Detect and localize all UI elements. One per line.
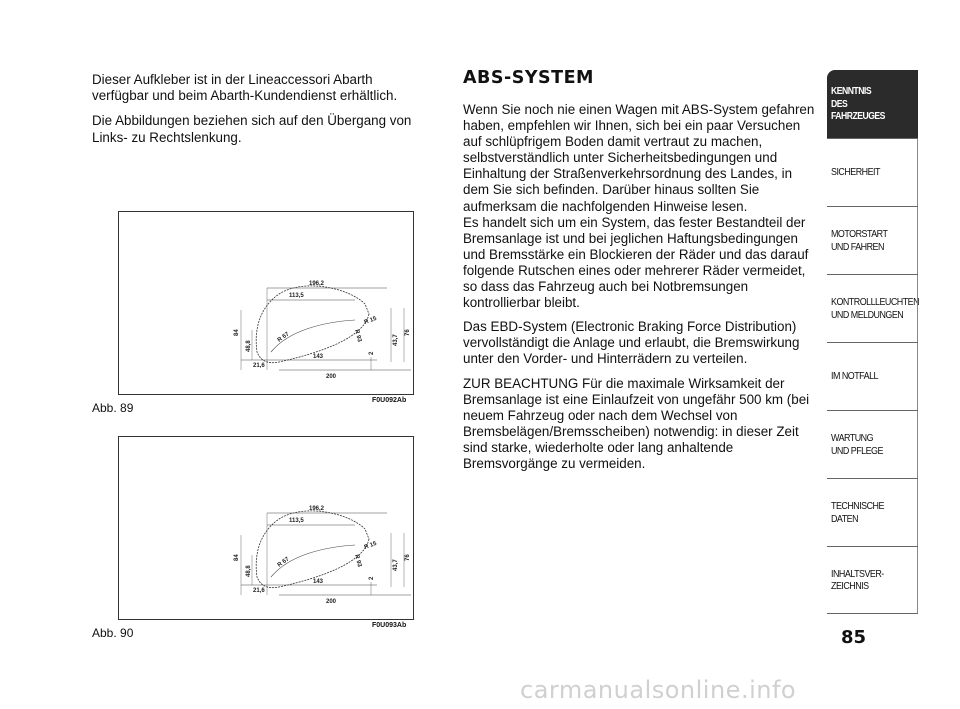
section-title: ABS-SYSTEM <box>463 68 594 88</box>
body-paragraph: Das EBD-System (Electronic Braking Force Distribution) vervollständigt die Anlage und erlaubt, die Bremswirkung unter den Vorder- und Hinterrädern zu verteilen. <box>463 319 800 367</box>
dim-label: 113,5 <box>289 293 304 299</box>
figure-code: F0U093Ab <box>372 622 407 629</box>
tab-inhaltsverzeichnis[interactable] <box>827 546 918 614</box>
body-text: Wenn Sie noch nie einen Wagen mit ABS-System gefahren haben, empfehlen wir Ihnen, sich bei ein paar Versuchen auf schlüpfrigem Boden damit vertraut zu machen, selbstverständlich unter Sicherheitsbedingungen und Einhaltung der Straßenverkehrsordnung des Landes, in dem Sie sich befinden. Darüber hinaus sollten Sie aufmerksam die nachfolgenden Hinweise lesen. <box>463 102 815 214</box>
watermark: carmanualsonline.info <box>520 676 797 704</box>
tab-label: INHALTSVER- ZEICHNIS <box>831 567 884 592</box>
dim-label: 48,8 <box>246 565 252 577</box>
tab-label: SICHERHEIT <box>831 166 880 179</box>
intro-paragraph: Die Abbildungen beziehen sich auf den Übergang von Links- zu Rechtslenkung. <box>92 113 412 145</box>
tab-kontrollleuchten[interactable] <box>827 274 918 342</box>
sticker-dimension-drawing <box>119 212 413 394</box>
intro-paragraph: Dieser Aufkleber ist in der Lineaccessori Abarth verfügbar und beim Abarth-Kundendienst erhältlich. <box>92 72 398 104</box>
page-number: 85 <box>841 627 867 648</box>
dim-label: R 93 <box>353 553 363 568</box>
dim-label: 143 <box>313 354 324 360</box>
body-paragraph: ZUR BEACHTUNG Für die maximale Wirksamkeit der Bremsanlage ist eine Einlaufzeit von ungefähr 500 km (bei neuem Fahrzeug oder nach dem Wechsel von Bremsbelägen/Bremsscheiben) notwendig: in dieser Zeit sind starke, wiederholte oder lang anhaltende Bremsvorgänge zu vermeiden. <box>463 375 810 471</box>
sticker-dimension-drawing <box>119 437 413 619</box>
dim-label: 2 <box>369 351 375 355</box>
tab-label: IM NOTFALL <box>831 370 878 383</box>
body-paragraph <box>463 102 815 311</box>
dim-label: 196,2 <box>309 281 325 287</box>
figure-label: Abb. 90 <box>92 626 134 640</box>
dim-label: 196,2 <box>309 506 325 512</box>
dim-label: 21,6 <box>253 588 265 594</box>
chapter-sidebar <box>827 70 918 614</box>
body-text: Es handelt sich um ein System, das fester Bestandteil der Bremsanlage ist und bei jeglichen Haftungsbedingungen und Bremsstärke ein Blockieren der Räder und das darauf folgende Rutschen eines oder mehrerer Räder vermeidet, so dass das Fahrzeug auch bei Notbremsungen kontrollierbar bleibt. <box>463 214 809 311</box>
dim-label: R 67 <box>276 556 291 569</box>
tab-kenntnis-des-fahrzeuges[interactable] <box>827 70 918 138</box>
intro-text <box>92 72 432 155</box>
figure-label: Abb. 89 <box>92 401 134 415</box>
tab-label: KONTROLLLEUCHTEN UND MELDUNGEN <box>831 296 920 321</box>
dim-label: R 15 <box>363 315 378 326</box>
tab-label: KENNTNIS DES FAHRZEUGES <box>831 85 885 123</box>
dim-label: 143 <box>313 579 324 585</box>
dim-label: 76 <box>405 554 411 561</box>
dim-label: 2 <box>369 576 375 580</box>
tab-technische-daten[interactable] <box>827 478 918 546</box>
dim-label: 200 <box>326 374 337 380</box>
dim-label: 76 <box>405 329 411 336</box>
dim-label: 48,8 <box>246 340 252 352</box>
dim-label: 84 <box>234 329 240 336</box>
dim-label: R 93 <box>353 328 363 343</box>
dim-label: R 15 <box>363 540 378 551</box>
dim-label: 113,5 <box>289 518 304 524</box>
tab-sicherheit[interactable] <box>827 138 918 206</box>
tab-label: MOTORSTART UND FAHREN <box>831 228 888 253</box>
figure-90-sticker-diagram <box>118 436 414 620</box>
tab-label: TECHNISCHE DATEN <box>831 500 884 525</box>
abs-section <box>463 68 815 480</box>
dim-label: 84 <box>234 554 240 561</box>
tab-wartung-und-pflege[interactable] <box>827 410 918 478</box>
figure-code: F0U092Ab <box>372 397 407 404</box>
figure-89-sticker-diagram <box>118 211 414 395</box>
tab-motorstart-und-fahren[interactable] <box>827 206 918 274</box>
tab-label: WARTUNG UND PFLEGE <box>831 432 883 457</box>
tab-im-notfall[interactable] <box>827 342 918 410</box>
dim-label: 43,7 <box>393 559 399 571</box>
dim-label: 200 <box>326 599 337 605</box>
dim-label: 43,7 <box>393 334 399 346</box>
dim-label: R 67 <box>276 331 291 344</box>
dim-label: 21,6 <box>253 363 265 369</box>
